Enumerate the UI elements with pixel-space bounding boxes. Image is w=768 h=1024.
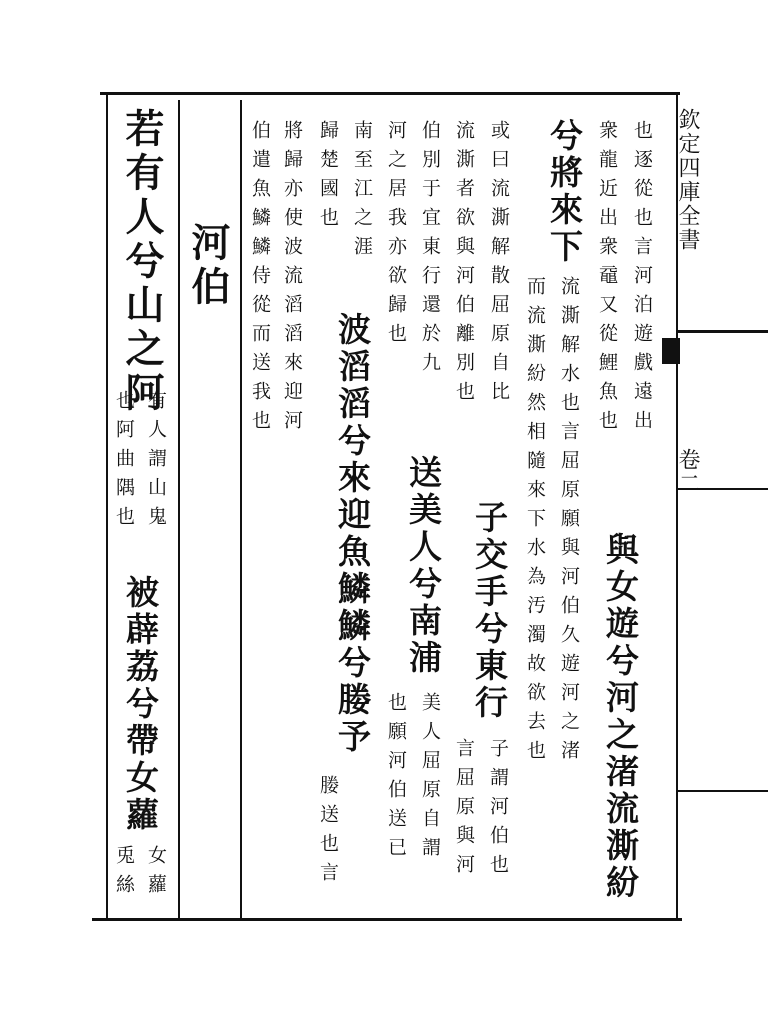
column-7-note: 河之居我亦欲歸也 <box>385 120 407 352</box>
bottom-border <box>92 918 682 921</box>
column-8-note: 南至江之涯 <box>351 120 373 265</box>
column-7-tail-note: 也願河伯送已 <box>385 692 407 866</box>
margin-tick <box>676 330 768 333</box>
column-12-main: 若有人兮山之阿 <box>119 108 165 416</box>
column-divider <box>240 100 242 918</box>
column-9-tail-note: 媵送也言 <box>317 775 339 891</box>
left-border <box>106 95 108 918</box>
column-5-note: 流澌者欲與河伯離別也 <box>453 120 475 410</box>
top-border <box>100 92 680 95</box>
column-10-note: 將歸亦使波流滔滔來迎河 <box>281 120 303 439</box>
margin-tick <box>676 790 768 792</box>
column-3-main: 兮將來下 <box>545 118 584 266</box>
column-9-note: 歸楚國也 <box>317 120 339 236</box>
column-2b-main: 與女遊兮河之渚流澌紛 <box>601 532 640 902</box>
column-12-note: 有人謂山鬼 <box>145 390 167 535</box>
margin-volume: 卷二 <box>675 448 700 496</box>
section-title: 河伯 <box>185 222 231 310</box>
column-12-note-b: 也阿曲隅也 <box>113 390 135 535</box>
column-6-main: 送美人兮南浦 <box>404 455 443 677</box>
column-12-tail-note-b: 兎絲 <box>113 845 135 903</box>
fish-tail-mark <box>662 338 680 364</box>
column-6-note: 伯別于宜東行還於九 <box>419 120 441 381</box>
margin-title: 欽定四庫全書 <box>675 108 700 252</box>
column-6-tail-note: 美人屈原自謂 <box>419 692 441 866</box>
column-8-main: 波滔滔兮來迎魚鱗鱗兮媵予 <box>333 312 372 756</box>
column-3-note: 流澌解水也言屈原願與河伯久遊河之渚 <box>558 276 580 769</box>
column-12-tail-note: 女蘿 <box>145 845 167 903</box>
column-4-main: 子交手兮東行 <box>470 500 509 722</box>
column-divider <box>178 100 180 918</box>
column-5-tail-note: 言屈原與河 <box>453 738 475 883</box>
column-4-tail-note: 子謂河伯也 <box>487 738 509 883</box>
column-4-note: 或曰流澌解散屈原自比 <box>488 120 510 410</box>
column-12-main-b: 被薜荔兮帶女蘿 <box>121 575 160 834</box>
column-2-note: 衆龍近出衆黿又從鯉魚也 <box>596 120 618 439</box>
column-11-note: 伯遣魚鱗鱗侍從而送我也 <box>249 120 271 439</box>
column-1-note: 也逐從也言河泊遊戲遠出 <box>631 120 653 439</box>
column-3-note-b: 而流澌紛然相隨來下水為汚濁故欲去也 <box>524 276 546 769</box>
